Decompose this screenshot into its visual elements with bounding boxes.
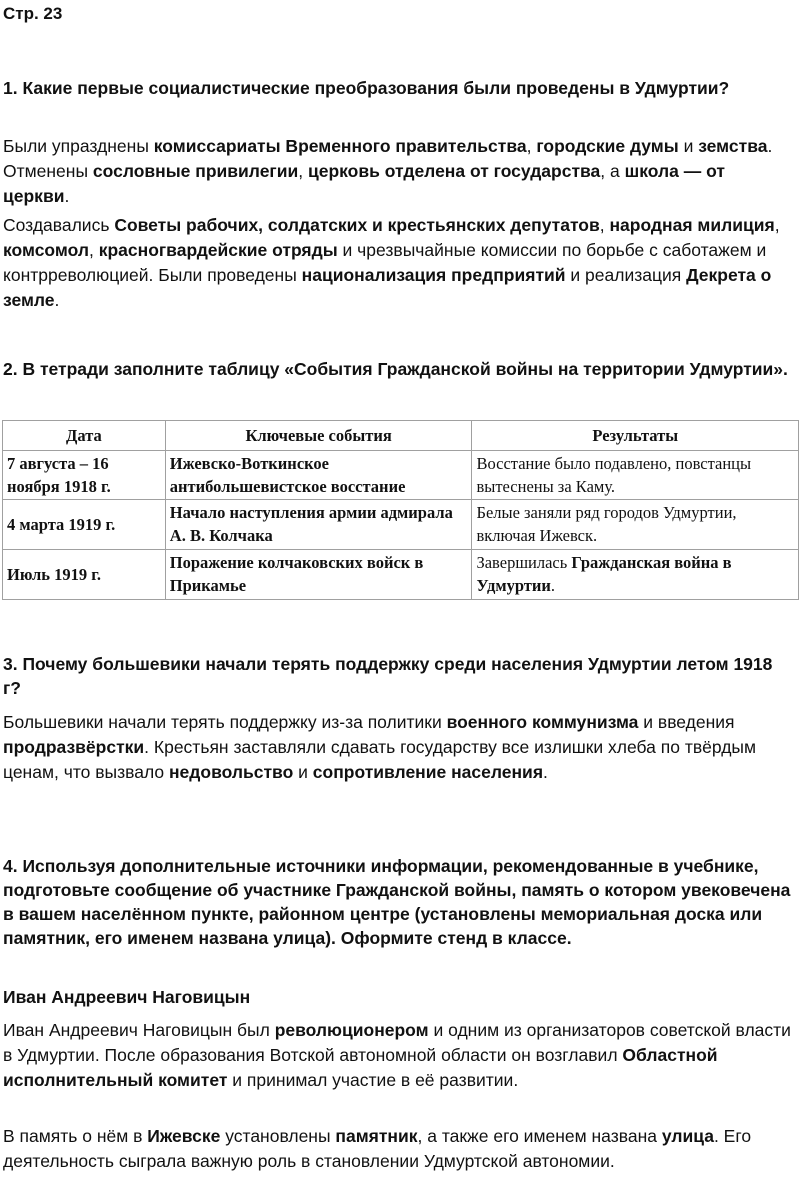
bold-term: сопротивление населения: [312, 762, 544, 782]
bold-term: школа — от церкви: [3, 161, 725, 206]
text-run: Были упразднены: [3, 136, 154, 156]
question-3-title: 3. Почему большевики начали терять поддержку среди населения Удмуртии летом 1918 г?: [3, 654, 773, 698]
question-4-answer-paragraph-1: [3, 1018, 795, 1093]
bold-term: Декрета о земле: [3, 265, 772, 310]
text-run: и принимал участие в её развитии.: [227, 1070, 519, 1090]
cell-event: Ижевско-Воткинское антибольшевистское восстание: [165, 451, 472, 500]
text-run: и одним из организаторов советской власти в Удмуртии. После образования Вотской автономной области он возглавил: [3, 1020, 791, 1065]
text-run: Завершилась: [476, 553, 572, 572]
text-run: ,: [298, 161, 308, 181]
cell-date: Июль 1919 г.: [3, 550, 166, 600]
header-key-events: Ключевые события: [165, 421, 472, 451]
bold-term: военного коммунизма: [446, 712, 639, 732]
header-date: Дата: [3, 421, 166, 451]
text-run: ,: [774, 215, 780, 235]
bold-term: земства: [698, 136, 768, 156]
bold-term: народная милиция: [609, 215, 775, 235]
text-run: .: [543, 762, 548, 782]
text-run: ,: [526, 136, 537, 156]
text-run: .: [550, 576, 556, 595]
text-run: и чрезвычайные комиссии по борьбе с саботажем и контрреволюцией. Были проведены: [3, 240, 767, 285]
question-3-answer-paragraph: [3, 710, 795, 785]
text-run: Создавались: [3, 215, 115, 235]
text-run: , а: [600, 161, 625, 181]
bold-term: революционером: [274, 1020, 429, 1040]
cell-date: 7 августа – 16 ноября 1918 г.: [3, 451, 166, 500]
bold-term: Советы рабочих, солдатских и крестьянских депутатов: [114, 215, 600, 235]
bold-term: церковь отделена от государства: [307, 161, 601, 181]
table-row: [3, 451, 799, 500]
text-run: и: [293, 762, 313, 782]
text-run: ,: [88, 240, 99, 260]
cell-result: [472, 451, 799, 500]
text-run: . Отменены: [3, 136, 773, 181]
question-1-answer-paragraph-2: [3, 213, 795, 313]
text-run: . Его деятельность сыграла важную роль в становлении Удмуртской автономии.: [3, 1126, 752, 1171]
question-4-answer-paragraph-2: [3, 1124, 795, 1174]
cell-result: [472, 500, 799, 550]
bold-term: памятник: [335, 1126, 418, 1146]
civil-war-events-table: [2, 420, 799, 600]
bold-term: национализация предприятий: [301, 265, 566, 285]
bold-term: городские думы: [536, 136, 679, 156]
text-run: .: [64, 186, 70, 206]
cell-date: 4 марта 1919 г.: [3, 500, 166, 550]
bold-term: сословные привилегии: [92, 161, 299, 181]
table-header-row: [3, 421, 799, 451]
text-run: В память о нём в: [3, 1126, 148, 1146]
question-4-title: 4. Используя дополнительные источники информации, рекомендованные в учебнике, подготовьте сообщение об участнике Гражданской войны, память о котором увековечена в вашем населённом пункте, районном центре (установлены мемориальная доска или памятник, его именем названа улица). Оформите стенд в классе.: [3, 856, 791, 948]
bold-term: продразвёрстки: [3, 737, 145, 757]
cell-event: Начало наступления армии адмирала А. В. Колчака: [165, 500, 472, 550]
table-row: [3, 500, 799, 550]
bold-term: недовольство: [168, 762, 294, 782]
cell-event: Поражение колчаковских войск в Прикамье: [165, 550, 472, 600]
question-1-answer-paragraph-1: [3, 134, 795, 209]
page-number: Стр. 23: [3, 4, 63, 23]
text-run: Большевики начали терять поддержку из-за политики: [3, 712, 447, 732]
bold-term: Областной исполнительный комитет: [3, 1045, 718, 1090]
text-run: , а также его именем названа: [417, 1126, 662, 1146]
text-run: и введения: [638, 712, 735, 732]
table-row: [3, 550, 799, 600]
question-2-title: 2. В тетради заполните таблицу «События Гражданской войны на территории Удмуртии».: [3, 359, 788, 379]
text-run: и реализация: [565, 265, 687, 285]
bold-term: Ижевске: [147, 1126, 221, 1146]
person-name-heading: Иван Андреевич Наговицын: [3, 987, 251, 1007]
text-run: . Крестьян заставляли сдавать государству все излишки хлеба по твёрдым ценам, что вызвало: [3, 737, 757, 782]
text-run: установлены: [220, 1126, 336, 1146]
bold-term: улица: [661, 1126, 714, 1146]
text-run: и: [678, 136, 699, 156]
text-run: Белые заняли ряд городов Удмуртии, включая Ижевск.: [476, 503, 737, 545]
bold-term: красногвардейские отряды: [98, 240, 338, 260]
text-run: .: [54, 290, 60, 310]
bold-term: комсомол: [3, 240, 89, 260]
text-run: ,: [599, 215, 610, 235]
bold-term: комиссариаты Временного правительства: [153, 136, 527, 156]
text-run: Восстание было подавлено, повстанцы вытеснены за Каму.: [476, 454, 752, 496]
bold-term: Гражданская война в Удмуртии: [476, 553, 732, 595]
text-run: Иван Андреевич Наговицын был: [3, 1020, 275, 1040]
cell-result: [472, 550, 799, 600]
question-1-title: 1. Какие первые социалистические преобразования были проведены в Удмуртии?: [3, 78, 730, 98]
header-results: Результаты: [472, 421, 799, 451]
